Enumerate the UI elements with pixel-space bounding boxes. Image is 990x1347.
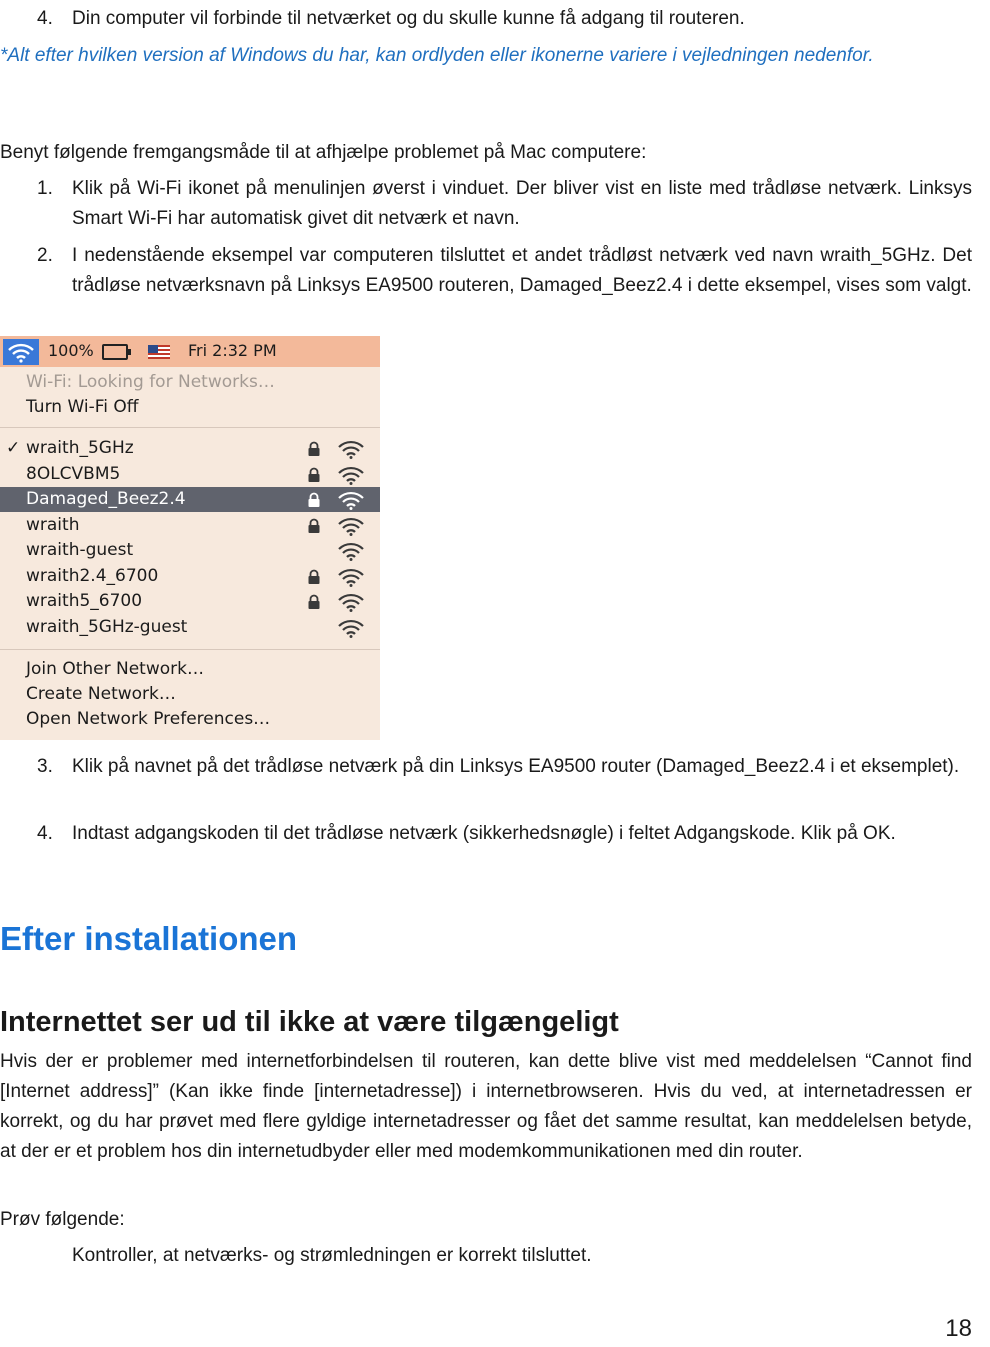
list-text: Klik på Wi-Fi ikonet på menulinjen øverst i vinduet. Der bliver vist en liste med trådløse netværk. Linksys Smart Wi-Fi har automatisk givet dit netværk et navn. [72, 178, 972, 229]
network-name: Damaged_Beez2.4 [26, 489, 186, 509]
network-name: wraith_5GHz-guest [26, 616, 188, 637]
menu-action-label: Join Other Network… [26, 659, 204, 679]
join-other-network-item[interactable] [0, 657, 380, 682]
turn-wifi-off-label: Turn Wi-Fi Off [26, 397, 139, 417]
try-label: Prøv følgende: [0, 1209, 125, 1230]
subsection-heading: Internettet ser ud til ikke at være tilgængeligt [0, 1006, 619, 1038]
wifi-signal-icon [336, 591, 366, 613]
lock-icon [306, 492, 322, 508]
menu-action-label: Create Network… [26, 684, 176, 704]
network-item[interactable] [0, 538, 380, 563]
checkmark-icon: ✓ [6, 438, 21, 458]
list-text: Din computer vil forbinde til netværket og du skulle kunne få adgang til routeren. [72, 8, 745, 29]
lock-icon [306, 467, 322, 483]
list-number: 4. [37, 8, 53, 29]
list-number: 2. [37, 245, 53, 266]
page-number: 18 [945, 1315, 972, 1342]
network-item[interactable] [0, 615, 380, 640]
menu-divider [0, 427, 380, 428]
network-item[interactable] [0, 564, 380, 589]
network-name: wraith5_6700 [26, 591, 143, 611]
wifi-signal-icon [336, 515, 366, 537]
list-text: I nedenstående eksempel var computeren tilsluttet et andet trådløst netværk ved navn wraith_5GHz. Det trådløse netværksnavn på Linksys EA9500 routeren, Damaged_Beez2.4 i dette eksempel, vises som valgt. [72, 245, 972, 296]
network-item[interactable] [0, 487, 380, 512]
menubar-clock[interactable]: Fri 2:32 PM [188, 341, 277, 360]
list-number: 4. [37, 823, 53, 844]
lock-icon [306, 594, 322, 610]
wifi-signal-icon [336, 617, 366, 639]
try-item: Kontroller, at netværks- og strømledningen er korrekt tilsluttet. [72, 1245, 592, 1266]
network-name: wraith [26, 514, 80, 535]
lock-icon [306, 569, 322, 585]
turn-wifi-off-item[interactable] [0, 395, 380, 420]
wifi-status-label: Wi-Fi: Looking for Networks… [26, 372, 275, 392]
list-number: 3. [37, 756, 53, 777]
list-text: Indtast adgangskoden til det trådløse netværk (sikkerhedsnøgle) i feltet Adgangskode. Klik på OK. [72, 823, 896, 844]
body-paragraph: Hvis der er problemer med internetforbindelsen til routeren, kan dette blive vist med meddelelsen “Cannot find [Internet address]” (Kan ikke finde [internetadresse]) i internetbrowseren. Hvis du ved, at internetadressen er korrekt, og du har prøvet med flere gyldige internetadresser og fået det samme resultat, kan meddelelsen betyde, at der er et problem hos din internetudbyder eller med modemkommunikationen med din router. [0, 1051, 972, 1162]
menu-action-label: Open Network Preferences… [26, 709, 271, 729]
flag-icon[interactable] [148, 345, 170, 359]
network-item[interactable] [0, 513, 380, 538]
lock-icon [306, 441, 322, 457]
network-item[interactable] [0, 436, 380, 461]
network-name: wraith-guest [26, 540, 134, 560]
create-network-item[interactable] [0, 682, 380, 707]
network-name: wraith_5GHz [26, 438, 134, 458]
network-name: wraith2.4_6700 [26, 565, 159, 586]
list-number: 1. [37, 178, 53, 199]
menubar-wifi-icon[interactable] [3, 339, 39, 365]
network-item[interactable] [0, 589, 380, 614]
mac-menubar [0, 336, 380, 367]
open-network-preferences-item[interactable] [0, 707, 380, 732]
wifi-signal-icon [336, 489, 366, 511]
wifi-status [0, 370, 380, 395]
wifi-signal-icon [336, 540, 366, 562]
wifi-signal-icon [336, 464, 366, 486]
wifi-menu-screenshot [0, 336, 380, 740]
battery-icon[interactable] [102, 344, 128, 360]
wifi-signal-icon [336, 566, 366, 588]
network-item[interactable] [0, 462, 380, 487]
windows-version-note: *Alt efter hvilken version af Windows du har, kan ordlyden eller ikonerne variere i vejledningen nedenfor. [0, 45, 874, 66]
battery-percent: 100% [48, 341, 94, 360]
list-text: Klik på navnet på det trådløse netværk på din Linksys EA9500 router (Damaged_Beez2.4 i et eksemplet). [72, 756, 960, 777]
lock-icon [306, 518, 322, 534]
mac-intro: Benyt følgende fremgangsmåde til at afhjælpe problemet på Mac computere: [0, 142, 647, 163]
wifi-signal-icon [336, 438, 366, 460]
network-name: 8OLCVBM5 [26, 463, 121, 484]
section-heading: Efter installationen [0, 920, 298, 957]
menu-divider [0, 649, 380, 650]
